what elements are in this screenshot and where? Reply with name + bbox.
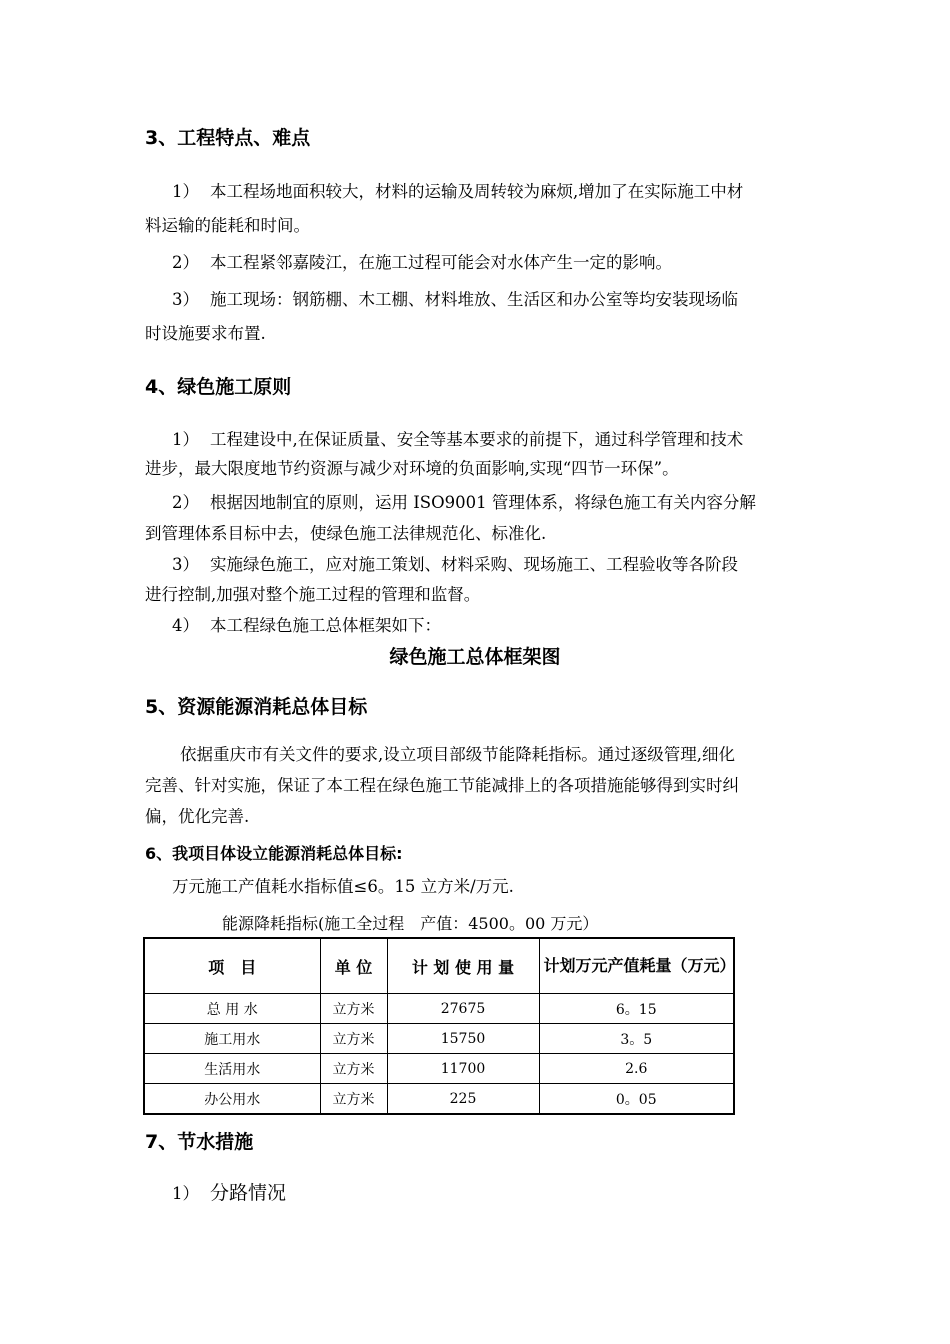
s4-item-1-cont: 进步，最大限度地节约资源与减少对环境的负面影响,实现“四节一环保”。 (145, 459, 679, 478)
cell-unit: 立方米 (320, 1024, 387, 1054)
item-number: 2） (172, 493, 199, 512)
s3-item-3 (172, 283, 738, 316)
item-text: 根据因地制宜的原则，运用 ISO9001 管理体系，将绿色施工有关内容分解 (210, 493, 756, 512)
s4-item-2-cont: 到管理体系目标中去，使绿色施工法律规范化、标准化. (145, 524, 547, 543)
item-number: 4） (172, 616, 199, 635)
item-text: 本工程场地面积较大，材料的运输及周转较为麻烦,增加了在实际施工中材 (210, 182, 744, 201)
cell-item: 施工用水 (144, 1024, 320, 1054)
cell-item: 办公用水 (144, 1084, 320, 1115)
cell-planned-usage: 27675 (387, 994, 539, 1024)
s7-item-1 (172, 1178, 286, 1205)
s3-item-2 (172, 246, 672, 279)
item-number: 3） (172, 555, 199, 574)
energy-target-table (143, 937, 735, 1115)
s5-paragraph-line-1: 依据重庆市有关文件的要求,设立项目部级节能降耗指标。通过逐级管理,细化 (180, 745, 735, 764)
s5-paragraph-line-2: 完善、针对实施，保证了本工程在绿色施工节能减排上的各项措施能够得到实时纠 (145, 776, 739, 795)
cell-unit: 立方米 (320, 1084, 387, 1115)
item-text: 工程建设中,在保证质量、安全等基本要求的前提下，通过科学管理和技术 (210, 430, 744, 449)
item-text: 施工现场：钢筋棚、木工棚、材料堆放、生活区和办公室等均安装现场临 (210, 290, 738, 309)
item-number: 1） (172, 430, 199, 449)
item-text: 本工程紧邻嘉陵江，在施工过程可能会对水体产生一定的影响。 (210, 253, 672, 272)
section-5-heading: 5、资源能源消耗总体目标 (145, 696, 368, 718)
cell-item: 生活用水 (144, 1054, 320, 1084)
s3-item-1-cont: 料运输的能耗和时间。 (145, 216, 310, 235)
cell-item: 总 用 水 (144, 994, 320, 1024)
cell-planned-usage: 225 (387, 1084, 539, 1115)
table-header-row (144, 938, 734, 994)
section-3-heading: 3、工程特点、难点 (145, 127, 311, 149)
col-header-unit: 单 位 (320, 938, 387, 994)
cell-per-10k-output: 3。5 (539, 1024, 734, 1054)
cell-planned-usage: 15750 (387, 1024, 539, 1054)
s4-item-3-cont: 进行控制,加强对整个施工过程的管理和监督。 (145, 585, 481, 604)
table-row (144, 1084, 734, 1115)
col-header-planned-usage: 计 划 使 用 量 (387, 938, 539, 994)
cell-per-10k-output: 2.6 (539, 1054, 734, 1084)
table-row (144, 1054, 734, 1084)
table-row (144, 994, 734, 1024)
item-text: 本工程绿色施工总体框架如下： (210, 616, 441, 635)
section-6-heading: 6、我项目体设立能源消耗总体目标: (145, 844, 403, 863)
cell-unit: 立方米 (320, 1054, 387, 1084)
item-number: 1） (172, 1184, 199, 1203)
cell-per-10k-output: 0。05 (539, 1084, 734, 1115)
table-row (144, 1024, 734, 1054)
s4-item-4 (172, 609, 441, 642)
col-header-item: 项 目 (144, 938, 320, 994)
section-7-heading: 7、节水措施 (145, 1131, 254, 1153)
s4-item-3 (172, 548, 738, 581)
item-text: 分路情况 (210, 1182, 287, 1204)
s3-item-3-cont: 时设施要求布置. (145, 324, 266, 343)
item-number: 2） (172, 253, 199, 272)
cell-planned-usage: 11700 (387, 1054, 539, 1084)
figure-title: 绿色施工总体框架图 (389, 646, 561, 668)
cell-per-10k-output: 6。15 (539, 994, 734, 1024)
item-text: 实施绿色施工，应对施工策划、材料采购、现场施工、工程验收等各阶段 (210, 555, 738, 574)
water-target-text: 万元施工产值耗水指标值≤6。15 立方米/万元. (172, 877, 514, 896)
s5-paragraph-line-3: 偏，优化完善. (145, 807, 250, 826)
s4-item-2 (172, 486, 756, 519)
item-number: 1） (172, 182, 199, 201)
s3-item-1 (172, 175, 743, 208)
table-caption: 能源降耗指标(施工全过程 产值：4500。00 万元） (222, 914, 599, 933)
item-number: 3） (172, 290, 199, 309)
col-header-per-10k-output: 计划万元产值耗量（万元） (539, 938, 734, 994)
section-4-heading: 4、绿色施工原则 (145, 376, 292, 398)
cell-unit: 立方米 (320, 994, 387, 1024)
